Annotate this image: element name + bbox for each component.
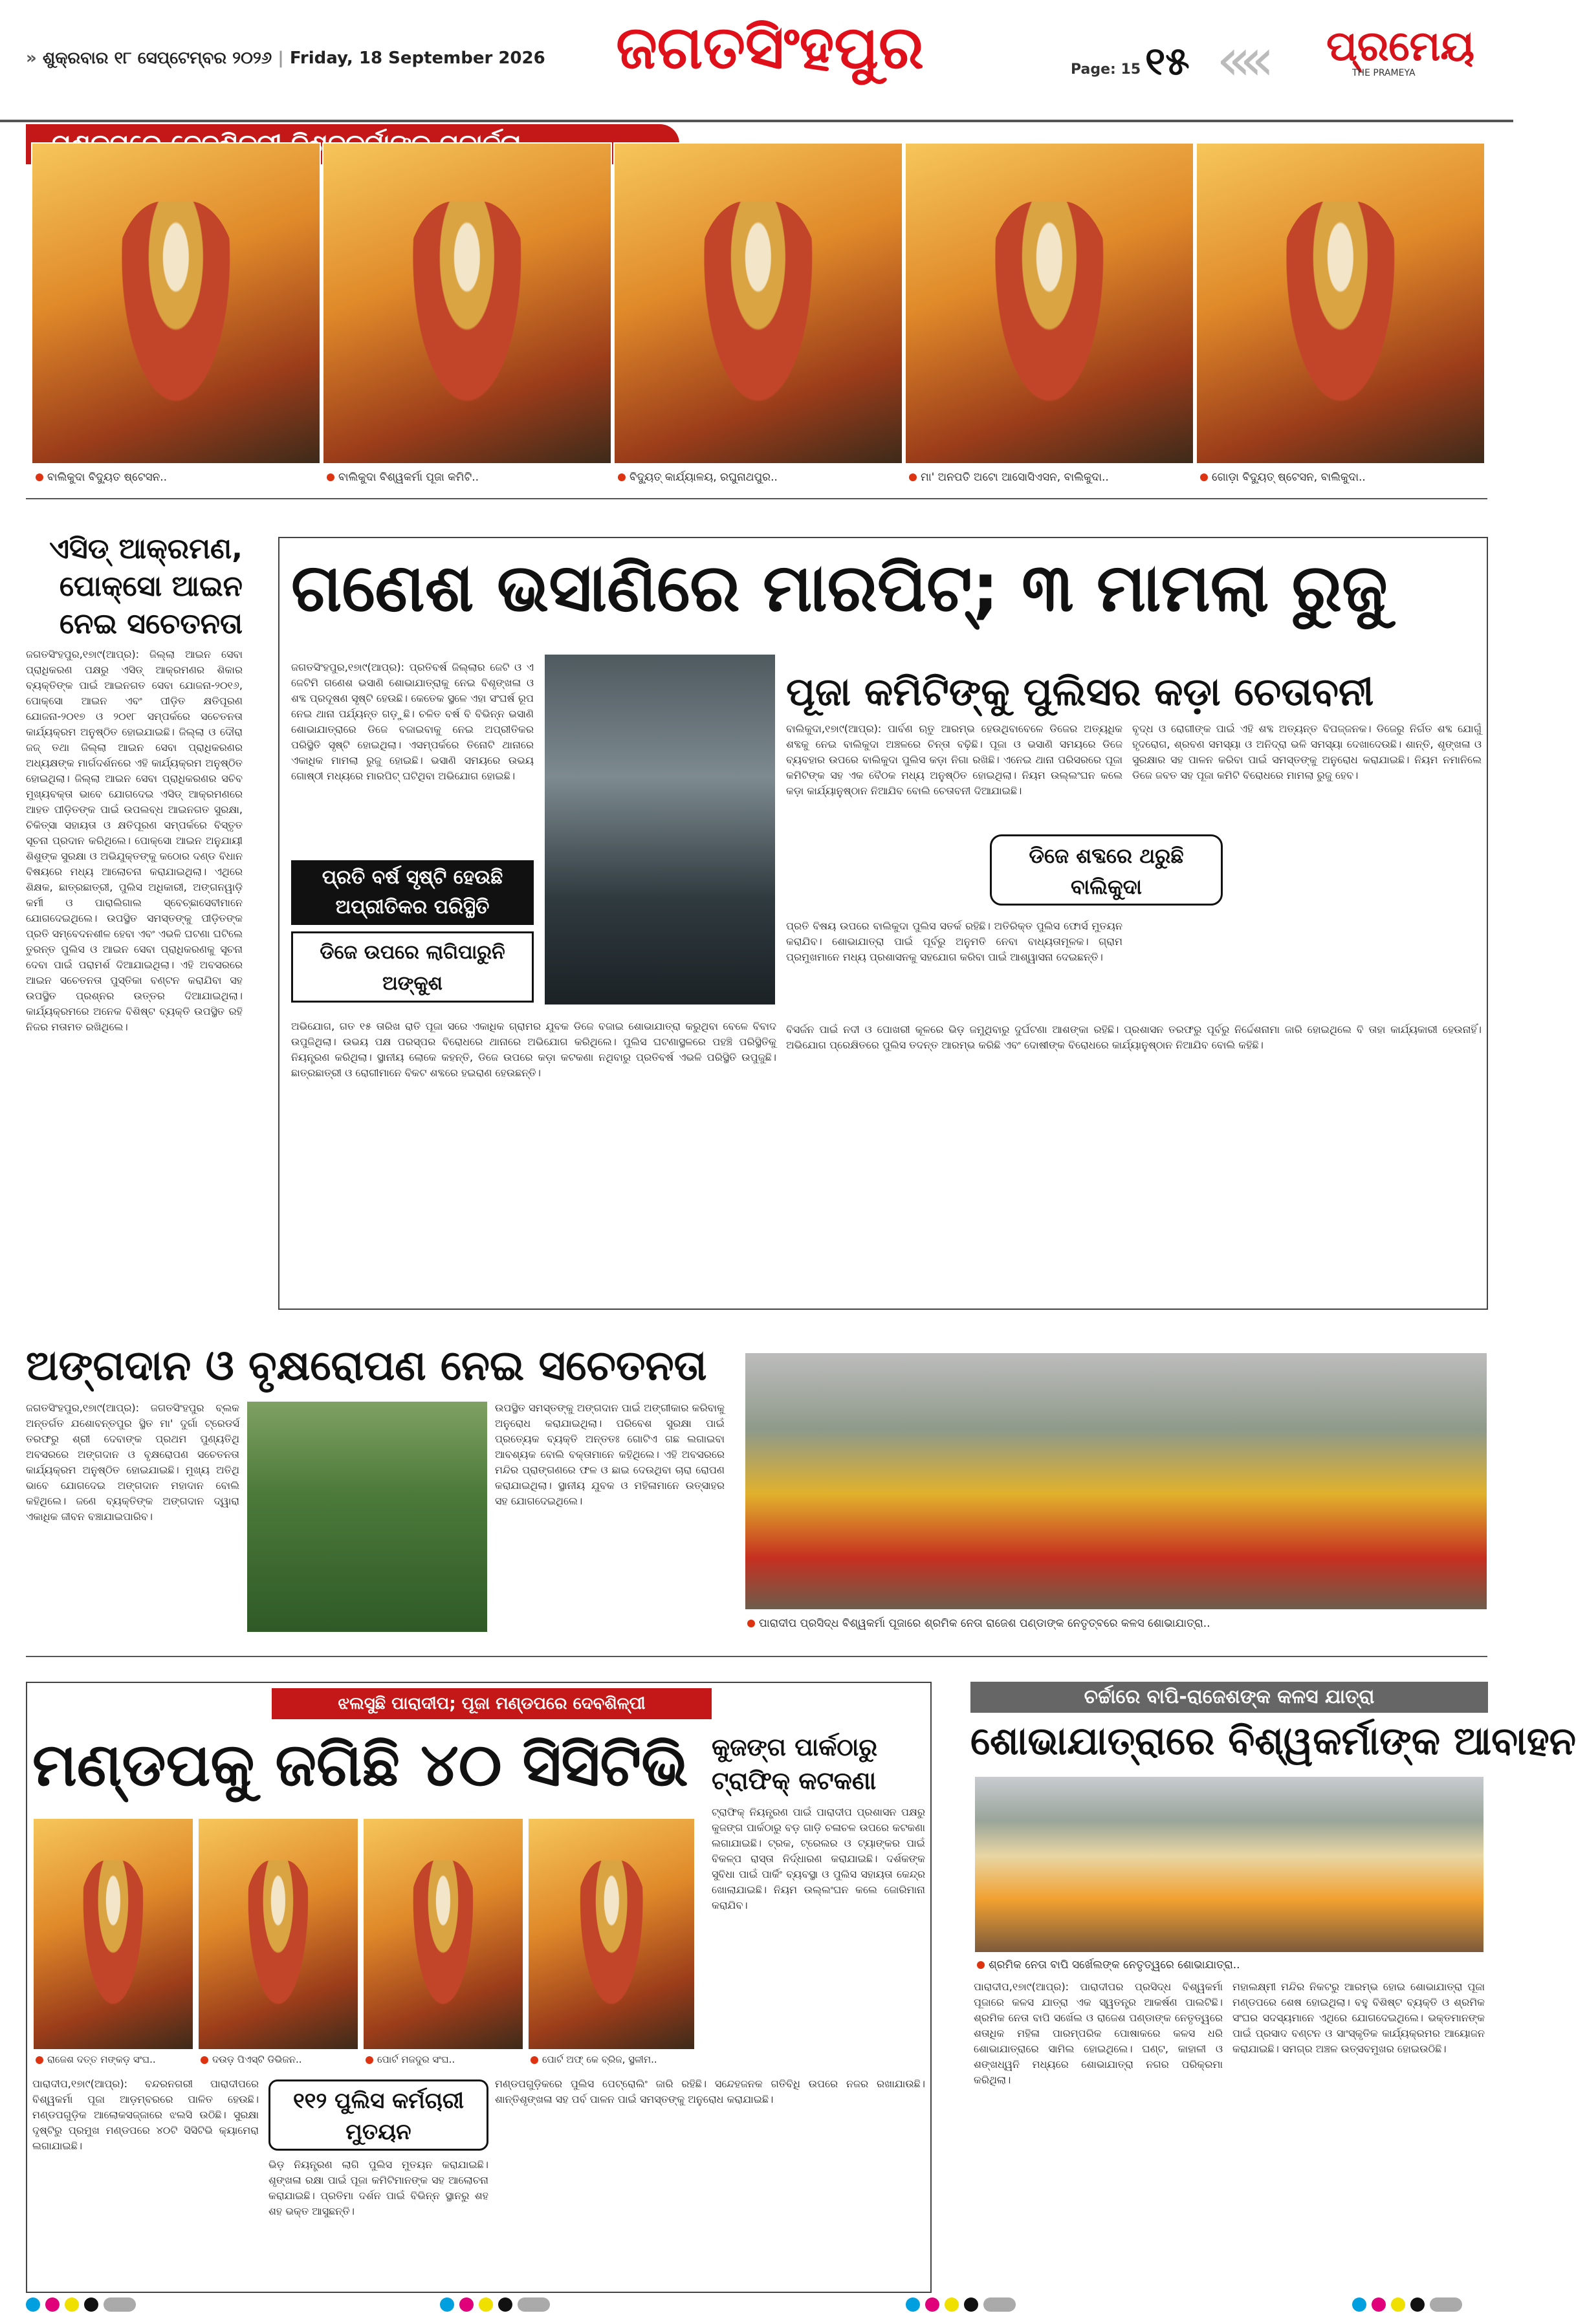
organ-story-body-2: ଉପସ୍ଥିତ ସମସ୍ତଙ୍କୁ ଅଙ୍ଗଦାନ ପାଇଁ ଅଙ୍ଗୀକାର କରିବାକୁ ଅନୁରୋଧ କରାଯାଇଥିଲା। ପରିବେଶ ସୁରକ୍ଷା ପାଇଁ ପ୍ରତ୍ୟେକ ବ୍ୟକ୍ତି ଅନ୍ତତଃ ଗୋଟିଏ ଗଛ ଲଗାଇବା ଆବଶ୍ୟକ ବୋଲି ବକ୍ତାମାନେ କହିଥିଲେ। ଏହି ଅବସରରେ ମନ୍ଦିର ପ୍ରାଙ୍ଗଣରେ ଫଳ ଓ ଛାଇ ଦେଉଥିବା ଚାରା ରୋପଣ କରାଯାଇଥିଲା। ସ୍ଥାନୀୟ ଯୁବକ ଓ ମହିଳାମାନେ ଉତ୍ସାହର ସହ ଯୋଗଦେଇଥିଲେ। bbox=[495, 1402, 725, 1507]
photo-caption-1: ବାଲିକୁଦା ବିଦ୍ୟୁତ ଷ୍ଟେସନ.. bbox=[36, 471, 320, 484]
highlight-outline-box: ଡିଜେ ଉପରେ ଲାଗିପାରୁନି ଅଙ୍କୁଶ bbox=[291, 931, 534, 1003]
ganesh-story-body-1: ଜଗତସିଂହପୁର,୧୭ା୯(ଆପ୍ର): ପ୍ରତିବର୍ଷ ଜିଲ୍ଲାର ଜେଟି ଓ ଏ ଜେଟିମି ଗଣେଶ ଭସାଣି ଶୋଭାଯାତ୍ରାକୁ ନେଇ ବିଶୃଙ୍ଖଳା ଓ ଶବ୍ଦ ପ୍ରଦୂଷଣ ସୃଷ୍ଟି ହେଉଛି। କେତେକ ସ୍ଥଳେ ଏହା ସଂଘର୍ଷ ରୂପ ନେଇ ଥାନା ପର୍ଯ୍ୟନ୍ତ ଗଡ଼ୁଛି। ଚଳିତ ବର୍ଷ ବି ବିଭିନ୍ନ ଭସାଣି ଶୋଭାଯାତ୍ରାରେ ଡିଜେ ବଜାଇବାକୁ ନେଇ ଅପ୍ରୀତିକର ପରିସ୍ଥିତି ସୃଷ୍ଟି ହୋଇଥିଲା। ଏସମ୍ପର୍କରେ ତିନୋଟି ଥାନାରେ ଏକାଧିକ ମାମଲା ରୁଜୁ ହୋଇଛି। ଭସାଣି ସମୟରେ ଉଭୟ ଗୋଷ୍ଠୀ ମଧ୍ୟରେ ମାରପିଟ୍ ଘଟିଥିବା ଅଭିଯୋଗ ହୋଇଛି। bbox=[291, 661, 534, 782]
kalash-story-body-1: ପାରାଦୀପ,୧୭ା୯(ଆପ୍ର): ପାରାଦୀପର ପ୍ରସିଦ୍ଧ ବିଶ୍ୱକର୍ମା ପୂଜାରେ କଳସ ଯାତ୍ରା ଏକ ସ୍ୱତନ୍ତ୍ର ଆକର୍ଷଣ ପାଲଟିଛି। ଶ୍ରମିକ ନେତା ବାପି ସର୍ଖେଲ ଓ ରାଜେଶ ପଣ୍ଡାଙ୍କ ନେତୃତ୍ୱରେ ଶତାଧିକ ମହିଳା ପାରମ୍ପରିକ ପୋଷାକରେ କଳସ ଧରି ଶୋଭାଯାତ୍ରାରେ ସାମିଲ ହୋଇଥିଲେ। ଘଣ୍ଟ, କାହାଳୀ ଓ ଶଙ୍ଖଧ୍ୱନି ମଧ୍ୟରେ ଶୋଭାଯାତ୍ରା ନଗର ପରିକ୍ରମା କରିଥିଲା। bbox=[974, 1981, 1223, 2086]
date-odia: ଶୁକ୍ରବାର ୧୮ ସେପ୍ଟେମ୍ବର ୨୦୨୬ bbox=[42, 49, 272, 68]
registration-dot bbox=[498, 2297, 512, 2312]
cctv-story-kicker: ଝଲସୁଛି ପାରାଦୀପ; ପୂଜା ମଣ୍ଡପରେ ଦେବଶିଳ୍ପୀ bbox=[272, 1688, 712, 1719]
police-warning-body-2: ବୃଦ୍ଧ ଓ ରୋଗୀଙ୍କ ପାଇଁ ଏହି ଶବ୍ଦ ଅତ୍ୟନ୍ତ ବିପଜ୍ଜନକ। ଡିଜେରୁ ନିର୍ଗତ ଶବ୍ଦ ଯୋଗୁଁ ହୃଦରୋଗ, ଶ୍ରବଣ ସମସ୍ୟା ଓ ଅନିଦ୍ରା ଭଳି ସମସ୍ୟା ଦେଖାଦେଉଛି। ଶାନ୍ତି, ଶୃଙ୍ଖଳା ଓ ସୁରକ୍ଷାର ସହ ପାଳନ କରିବା ପାଇଁ ସମସ୍ତଙ୍କୁ ଅନୁରୋଧ କରାଯାଇଛି। ନିୟମ ନମାନିଲେ ଡିଜେ ଜବତ ସହ ପୂଜା କମିଟି ବିରୋଧରେ ମାମଲା ରୁଜୁ ହେବ। bbox=[1132, 722, 1482, 781]
photo-idol-5 bbox=[1196, 142, 1485, 464]
registration-dot bbox=[440, 2297, 454, 2312]
procession-caption: ପାରାଦୀପ ପ୍ରସିଦ୍ଧ ବିଶ୍ୱକର୍ମା ପୂଜାରେ ଶ୍ରମିକ ନେତା ରାଜେଶ ପଣ୍ଡାଙ୍କ ନେତୃତ୍ବରେ କଳସ ଶୋଭାଯାତ୍ରା.. bbox=[747, 1617, 1485, 1630]
photo-idol-2 bbox=[322, 142, 612, 464]
photo-kalash-leaders bbox=[974, 1776, 1485, 1953]
chevron-decoration-icon: ‹‹‹‹ bbox=[1216, 26, 1263, 94]
photo-cctv-idol-4 bbox=[527, 1818, 695, 2050]
registration-dot bbox=[1372, 2297, 1386, 2312]
kalash-story-body-2: ମହାଲକ୍ଷ୍ମୀ ମନ୍ଦିର ନିକଟରୁ ଆରମ୍ଭ ହୋଇ ଶୋଭାଯାତ୍ରା ପୂଜା ମଣ୍ଡପରେ ଶେଷ ହୋଇଥିଲା। ବହୁ ବିଶିଷ୍ଟ ବ୍ୟକ୍ତି ଓ ଶ୍ରମିକ ସଂଘର ସଦସ୍ୟମାନେ ଏଥିରେ ଯୋଗଦେଇଥିଲେ। ଭକ୍ତମାନଙ୍କ ପାଇଁ ପ୍ରସାଦ ବଣ୍ଟନ ଓ ସାଂସ୍କୃତିକ କାର୍ଯ୍ୟକ୍ରମର ଆୟୋଜନ କରାଯାଇଛି। ସମଗ୍ର ଅଞ୍ଚଳ ଉତ୍ସବମୁଖର ହୋଇଉଠିଛି। bbox=[1232, 1981, 1485, 2055]
photo-cctv-idol-2 bbox=[197, 1818, 359, 2050]
registration-dot bbox=[1391, 2297, 1405, 2312]
ganesh-story-headline: ଗଣେଶ ଭସାଣିରେ ମାରପିଟ୍; ୩ ମାମଲା ରୁଜୁ bbox=[291, 550, 1388, 627]
registration-marks-left bbox=[26, 2297, 155, 2319]
masthead-date: » ଶୁକ୍ରବାର ୧୮ ସେପ୍ଟେମ୍ବର ୨୦୨୬ | Friday, 18 September 2026 bbox=[26, 49, 545, 68]
police-warning-headline: ପୂଜା କମିଟିଙ୍କୁ ପୁଲିସର କଡ଼ା ଚେତାବନୀ bbox=[786, 669, 1374, 715]
registration-dot bbox=[1352, 2297, 1366, 2312]
registration-dot bbox=[84, 2297, 98, 2312]
registration-marks-center-right bbox=[906, 2297, 1035, 2319]
section-divider-2 bbox=[26, 1656, 1487, 1657]
page-label: Page: 15 bbox=[1071, 61, 1141, 78]
photo-cctv-idol-3 bbox=[362, 1818, 524, 2050]
acid-story-body: ଜଗତସିଂହପୁର,୧୭ା୯(ଆପ୍ର): ଜିଲ୍ଲା ଆଇନ ସେବା ପ୍ରାଧିକରଣ ପକ୍ଷରୁ ଏସିଡ୍ ଆକ୍ରମଣର ଶିକାର ବ୍ୟକ୍ତିଙ୍କ ପାଇଁ ଆଇନଗତ ସେବା ଯୋଜନା-୨୦୧୬, ପୋକ୍ସୋ ଆଇନ ଏବଂ ପୀଡ଼ିତ କ୍ଷତିପୂରଣ ଯୋଜନା-୨୦୧୭ ଓ ୨୦୧୮ ସମ୍ପର୍କରେ ସଚେତନତା କାର୍ଯ୍ୟକ୍ରମ ଅନୁଷ୍ଠିତ ହୋଇଯାଇଛି। ଜିଲ୍ଲା ଓ ଦୌରା ଜଜ୍ ତଥା ଜିଲ୍ଲା ଆଇନ ସେବା ପ୍ରାଧିକରଣର ଅଧ୍ୟକ୍ଷଙ୍କ ମାର୍ଗଦର୍ଶନରେ ଏହି କାର୍ଯ୍ୟକ୍ରମ ଅନୁଷ୍ଠିତ ହୋଇଥିଲା। ଜିଲ୍ଲା ଆଇନ ସେବା ପ୍ରାଧିକରଣର ସଚିବ ମୁଖ୍ୟବକ୍ତା ଭାବେ ଯୋଗଦେଇ ଏସିଡ୍ ଆକ୍ରମଣରେ ଆହତ ପୀଡ଼ିତଙ୍କ ପାଇଁ ଉପଲବ୍ଧ ଆଇନଗତ ସୁରକ୍ଷା, ଚିକିତ୍ସା ସହାୟତା ଓ କ୍ଷତିପୂରଣ ସମ୍ପର୍କରେ ବିସ୍ତୃତ ସୂଚନା ପ୍ରଦାନ କରିଥିଲେ। ପୋକ୍ସୋ ଆଇନ ଅନୁଯାୟୀ ଶିଶୁଙ୍କ ସୁରକ୍ଷା ଓ ଅଭିଯୁକ୍ତଙ୍କୁ କଠୋର ଦଣ୍ଡ ବିଧାନ ବିଷୟରେ ମଧ୍ୟ ଆଲୋଚନା କରାଯାଇଥିଲା। ଏଥିରେ ଶିକ୍ଷକ, ଛାତ୍ରଛାତ୍ରୀ, ପୁଲିସ ଅଧିକାରୀ, ଅଙ୍ଗନୱାଡ଼ି କର୍ମୀ ଓ ପାରାଲିଗାଲ ସ୍ବେଚ୍ଛାସେବୀମାନେ ଯୋଗଦେଇଥିଲେ। ଉପସ୍ଥିତ ସମସ୍ତଙ୍କୁ ପୀଡ଼ିତଙ୍କ ପ୍ରତି ସମ୍ବେଦନଶୀଳ ହେବା ଏବଂ ଏଭଳି ଘଟଣା ଘଟିଲେ ତୁରନ୍ତ ପୁଲିସ ଓ ଆଇନ ସେବା ପ୍ରାଧିକରଣକୁ ସୂଚନା ଦେବା ପାଇଁ ପରାମର୍ଶ ଦିଆଯାଇଥିଲା। ଏହି ଅବସରରେ ଆଇନ ସଚେତନତା ପୁସ୍ତିକା ବଣ୍ଟନ କରାଯିବା ସହ ଉପସ୍ଥିତ ପ୍ରଶ୍ନର ଉତ୍ତର ଦିଆଯାଇଥିଲା। କାର୍ଯ୍ୟକ୍ରମରେ ଅନେକ ବିଶିଷ୍ଟ ବ୍ୟକ୍ତି ଉପସ୍ଥିତ ରହି ନିଜର ମତାମତ ରଖିଥିଲେ। bbox=[26, 648, 243, 1033]
registration-marks-center bbox=[440, 2297, 569, 2319]
registration-dot bbox=[479, 2297, 493, 2312]
photo-idol-4 bbox=[904, 142, 1194, 464]
dj-noise-box: ଡିଜେ ଶବ୍ଦରେ ଥରୁଛି ବାଲିକୁଦା bbox=[990, 834, 1223, 906]
cctv-caption-1: ରାଜେଶ ଦତ୍ତ ମଙ୍କଡ଼ ସଂଘ.. bbox=[36, 2054, 194, 2065]
registration-bar bbox=[104, 2297, 136, 2312]
registration-dot bbox=[459, 2297, 474, 2312]
cctv-caption-2: ଦଉଡ଼ ପିଏସ୍ଟି ଡିଭିଜନ.. bbox=[201, 2054, 359, 2065]
photo-caption-4: ମା' ଅନପତି ଅଟୋ ଆସୋସିଏସନ, ବାଲିକୁଦା.. bbox=[909, 471, 1194, 484]
registration-dot bbox=[45, 2297, 60, 2312]
acid-story-headline: ଏସିଡ୍ ଆକ୍ରମଣ, ପୋକ୍ସୋ ଆଇନ ନେଇ ସଚେତନତା bbox=[49, 532, 243, 640]
police-warning-body-3: ପ୍ରତି ବିଷୟ ଉପରେ ବାଲିକୁଦା ପୁଲିସ ସତର୍କ ରହିଛି। ଅତିରିକ୍ତ ପୁଲିସ ଫୋର୍ସ ମୁତୟନ କରାଯିବ। ଶୋଭାଯାତ୍ରା ପାଇଁ ପୂର୍ବରୁ ଅନୁମତି ନେବା ବାଧ୍ୟତାମୂଳକ। ଗ୍ରାମ ପ୍ରମୁଖମାନେ ମଧ୍ୟ ପ୍ରଶାସନକୁ ସହଯୋଗ କରିବା ପାଇଁ ଆଶ୍ୱାସନା ଦେଇଛନ୍ତି। bbox=[786, 920, 1122, 963]
ganesh-story-body-2: ଅଭିଯୋଗ, ଗତ ୧୫ ତାରିଖ ରାତି ପୂଜା ସରେ ଏକାଧିକ ଗ୍ରାମର ଯୁବକ ଡିଜେ ବଜାଇ ଶୋଭାଯାତ୍ରା କରୁଥିବା ବେଳେ ବିବାଦ ଉପୁଜିଥିଲା। ଉଭୟ ପକ୍ଷ ପରସ୍ପର ବିରୋଧରେ ଥାନାରେ ଅଭିଯୋଗ କରିଥିଲେ। ପୁଲିସ ଘଟଣାସ୍ଥଳରେ ପହଞ୍ଚି ପରିସ୍ଥିତିକୁ ନିୟନ୍ତ୍ରଣ କରିଥିଲା। ସ୍ଥାନୀୟ ଲୋକେ କହନ୍ତି, ଡିଜେ ଉପରେ କଡ଼ା କଟକଣା ନଥିବାରୁ ପ୍ରତିବର୍ଷ ଏଭଳି ପରିସ୍ଥିତି ଉପୁଜୁଛି। ଛାତ୍ରଛାତ୍ରୀ ଓ ରୋଗୀମାନେ ବିକଟ ଶବ୍ଦରେ ହଇରାଣ ହେଉଛନ୍ତି। bbox=[291, 1020, 776, 1079]
organ-story-body-1: ଜଗତସିଂହପୁର,୧୭ା୯(ଆପ୍ର): ଜଗତସିଂହପୁର ବ୍ଲକ ଅନ୍ତର୍ଗତ ଯଶୋବନ୍ତପୁର ସ୍ଥିତ ମା' ଦୁର୍ଗା ଟ୍ରେଡର୍ସ ତରଫରୁ ଶ୍ରୀ ଦେବାଙ୍କ ପ୍ରଥମ ପୁଣ୍ୟତିଥି ଅବସରରେ ଅଙ୍ଗଦାନ ଓ ବୃକ୍ଷରୋପଣ ସଚେତନତା କାର୍ଯ୍ୟକ୍ରମ ଅନୁଷ୍ଠିତ ହୋଇଯାଇଛି। ମୁଖ୍ୟ ଅତିଥି ଭାବେ ଯୋଗଦେଇ ଅଙ୍ଗଦାନ ମହାଦାନ ବୋଲି କହିଥିଲେ। ଜଣେ ବ୍ୟକ୍ତିଙ୍କ ଅଙ୍ଗଦାନ ଦ୍ୱାରା ଏକାଧିକ ଜୀବନ ବଞ୍ଚାଯାଇପାରିବ। bbox=[26, 1402, 239, 1523]
newspaper-logo-subtitle: THE PRAMEYA bbox=[1352, 68, 1416, 78]
photo-idol-3 bbox=[613, 142, 903, 464]
photo-kalash-procession bbox=[744, 1352, 1488, 1611]
cctv-caption-4: ପୋର୍ଟ ଅଫ୍ କେ ବ୍ରିଜ, ସ୍ଥଳୀମ.. bbox=[531, 2054, 695, 2065]
photo-cctv-idol-1 bbox=[32, 1818, 194, 2050]
cctv-story-body-3: ମଣ୍ଡପଗୁଡ଼ିକରେ ପୁଲିସ ପେଟ୍ରୋଲିଂ ଜାରି ରହିଛି। ସନ୍ଦେହଜନକ ଗତିବିଧି ଉପରେ ନଜର ରଖାଯାଉଛି। ଶାନ୍ତିଶୃଙ୍ଖଳା ସହ ପର୍ବ ପାଳନ ପାଇଁ ସମସ୍ତଙ୍କୁ ଅନୁରୋଧ କରାଯାଇଛି। bbox=[495, 2078, 925, 2105]
kalash-story-kicker: ଚର୍ଚ୍ଚାରେ ବାପି-ରାଜେଶଙ୍କ କଳସ ଯାତ୍ରା bbox=[970, 1682, 1488, 1713]
page-title: ଜଗତସିଂହପୁର bbox=[616, 13, 924, 82]
section-divider bbox=[26, 498, 1487, 499]
registration-bar bbox=[983, 2297, 1016, 2312]
registration-dot bbox=[925, 2297, 939, 2312]
page-number: ୧୫ bbox=[1145, 39, 1190, 84]
cctv-caption-3: ପୋର୍ଟ ମଜଦୁର ସଂଘ.. bbox=[366, 2054, 524, 2065]
registration-marks-right bbox=[1352, 2297, 1482, 2319]
photo-tree-planting bbox=[246, 1400, 488, 1633]
kalash-story-headline: ଶୋଭାଯାତ୍ରାରେ ବିଶ୍ୱକର୍ମାଙ୍କ ଆବାହନ bbox=[970, 1719, 1576, 1764]
cctv-story-body-1: ପାରାଦୀପ,୧୭ା୯(ଆପ୍ର): ବନ୍ଦରନଗରୀ ପାରାଦୀପରେ ବିଶ୍ୱକର୍ମା ପୂଜା ଆଡ଼ମ୍ବରରେ ପାଳିତ ହେଉଛି। ମଣ୍ଡପଗୁଡ଼ିକ ଆଲୋକସଜ୍ଜାରେ ଝଲସି ଉଠିଛି। ସୁରକ୍ଷା ଦୃଷ୍ଟିରୁ ପ୍ରମୁଖ ମଣ୍ଡପରେ ୪୦ଟି ସିସିଟିଭି କ୍ୟାମେରା ଲଗାଯାଇଛି। bbox=[32, 2078, 259, 2152]
photo-caption-3: ବିଦ୍ୟୁତ୍ କାର୍ଯ୍ୟାଳୟ, ରଘୁନାଥପୁର.. bbox=[618, 471, 903, 484]
photo-caption-2: ବାଲିକୁଦା ବିଶ୍ୱକର୍ମା ପୂଜା କମିଟି.. bbox=[327, 471, 611, 484]
traffic-headline: କୁଜଙ୍ଗ ପାର୍କଠାରୁ ଟ୍ରାଫିକ୍ କଟକଣା bbox=[712, 1733, 878, 1795]
registration-dot bbox=[945, 2297, 959, 2312]
cctv-story-body-2: ଭିଡ଼ ନିୟନ୍ତ୍ରଣ ଲାଗି ପୁଲିସ ମୁତୟନ କରାଯାଇଛି। ଶୃଙ୍ଖଳା ରକ୍ଷା ପାଇଁ ପୂଜା କମିଟିମାନଙ୍କ ସହ ଆଲୋଚନା କରାଯାଇଛି। ପ୍ରତିମା ଦର୍ଶନ ପାଇଁ ବିଭିନ୍ନ ସ୍ଥାନରୁ ଶହ ଶହ ଭକ୍ତ ଆସୁଛନ୍ତି। bbox=[268, 2158, 488, 2217]
masthead bbox=[0, 0, 1513, 122]
registration-bar bbox=[1430, 2297, 1462, 2312]
registration-dot bbox=[964, 2297, 978, 2312]
newspaper-logo: ପ୍ରମେୟ bbox=[1326, 23, 1475, 71]
police-warning-body-1: ବାଲିକୁଦା,୧୭ା୯(ଆପ୍ର): ପାର୍ବଣ ଋତୁ ଆରମ୍ଭ ହେଉଥିବାବେଳେ ଡିଜେର ଅତ୍ୟଧିକ ଶବ୍ଦକୁ ନେଇ ବାଲିକୁଦା ଅଞ୍ଚଳରେ ଚିନ୍ତା ବଢ଼ିଛି। ପୂଜା ଓ ଭସାଣି ସମୟରେ ଡିଜେ ବ୍ୟବହାର ଉପରେ ବାଲିକୁଦା ପୁଲିସ କଡ଼ା ନିଗା ରଖିଛି। ଏନେଇ ଥାନା ପରିସରରେ ପୂଜା କମିଟିଙ୍କ ସହ ଏକ ବୈଠକ ମଧ୍ୟ ଅନୁଷ୍ଠିତ ହୋଇଥିଲା। ନିୟମ ଉଲ୍ଲଂଘନ କଲେ କଡ଼ା କାର୍ଯ୍ୟାନୁଷ୍ଠାନ ନିଆଯିବ ବୋଲି ଚେତାବନୀ ଦିଆଯାଇଛି। bbox=[786, 722, 1122, 797]
kalash-photo-caption: ଶ୍ରମିକ ନେତା ବାପି ସର୍ଖେଲଙ୍କ ନେତୃତ୍ୱରେ ଶୋଭାଯାତ୍ରା.. bbox=[977, 1959, 1482, 1971]
traffic-body: ଟ୍ରାଫିକ୍ ନିୟନ୍ତ୍ରଣ ପାଇଁ ପାରାଦୀପ ପ୍ରଶାସନ ପକ୍ଷରୁ କୁଜଙ୍ଗ ପାର୍କଠାରୁ ବଡ଼ ଗାଡ଼ି ଚଳାଚଳ ଉପରେ କଟକଣା ଲଗାଯାଇଛି। ଟ୍ରକ, ଟ୍ରେଲର ଓ ଟ୍ୟାଙ୍କର ପାଇଁ ବିକଳ୍ପ ରାସ୍ତା ନିର୍ଦ୍ଧାରଣ କରାଯାଇଛି। ଦର୍ଶକଙ୍କ ସୁବିଧା ପାଇଁ ପାର୍କିଂ ବ୍ୟବସ୍ଥା ଓ ପୁଲିସ ସହାୟତା କେନ୍ଦ୍ର ଖୋଲାଯାଇଛି। ନିୟମ ଉଲ୍ଲଂଘନ କଲେ ଜୋରିମାନା କରାଯିବ। bbox=[712, 1806, 925, 1911]
ganesh-story-body-3: ବିସର୍ଜନ ପାଇଁ ନଦୀ ଓ ପୋଖରୀ କୂଳରେ ଭିଡ଼ ଜମୁଥିବାରୁ ଦୁର୍ଘଟଣା ଆଶଙ୍କା ରହିଛି। ପ୍ରଶାସନ ତରଫରୁ ପୂର୍ବରୁ ନିର୍ଦ୍ଦେଶନାମା ଜାରି ହୋଇଥିଲେ ବି ତାହା କାର୍ଯ୍ୟକାରୀ ହେଉନାହିଁ। ଅଭିଯୋଗ ପ୍ରେକ୍ଷିତରେ ପୁଲିସ ତଦନ୍ତ ଆରମ୍ଭ କରିଛି ଏବଂ ଦୋଷୀଙ୍କ ବିରୋଧରେ କାର୍ଯ୍ୟାନୁଷ୍ଠାନ ନିଆଯିବ ବୋଲି କହିଛି। bbox=[786, 1023, 1482, 1051]
photo-caption-5: ଗୋଡ଼ା ବିଦ୍ୟୁତ୍ ଷ୍ଟେସନ, ବାଲିକୁଦା.. bbox=[1200, 471, 1485, 484]
photo-dj-pandal bbox=[543, 653, 776, 1006]
organ-story-headline: ଅଙ୍ଗଦାନ ଓ ବୃକ୍ଷରୋପଣ ନେଇ ସଚେତନତା bbox=[26, 1342, 707, 1390]
police-deployment-box: ୧୧୨ ପୁଲିସ କର୍ମଚାରୀ ମୁତୟନ bbox=[268, 2080, 488, 2151]
date-english: Friday, 18 September 2026 bbox=[289, 49, 545, 68]
registration-bar bbox=[518, 2297, 550, 2312]
registration-dot bbox=[26, 2297, 40, 2312]
registration-dot bbox=[65, 2297, 79, 2312]
highlight-black-box: ପ୍ରତି ବର୍ଷ ସୃଷ୍ଟି ହେଉଛି ଅପ୍ରୀତିକର ପରିସ୍ଥିତି bbox=[291, 860, 534, 925]
cctv-story-headline: ମଣ୍ଡପକୁ ଜଗିଛି ୪୦ ସିସିଟିଭି bbox=[32, 1730, 688, 1799]
registration-dot bbox=[1410, 2297, 1425, 2312]
photo-idol-1 bbox=[31, 142, 321, 464]
registration-dot bbox=[906, 2297, 920, 2312]
